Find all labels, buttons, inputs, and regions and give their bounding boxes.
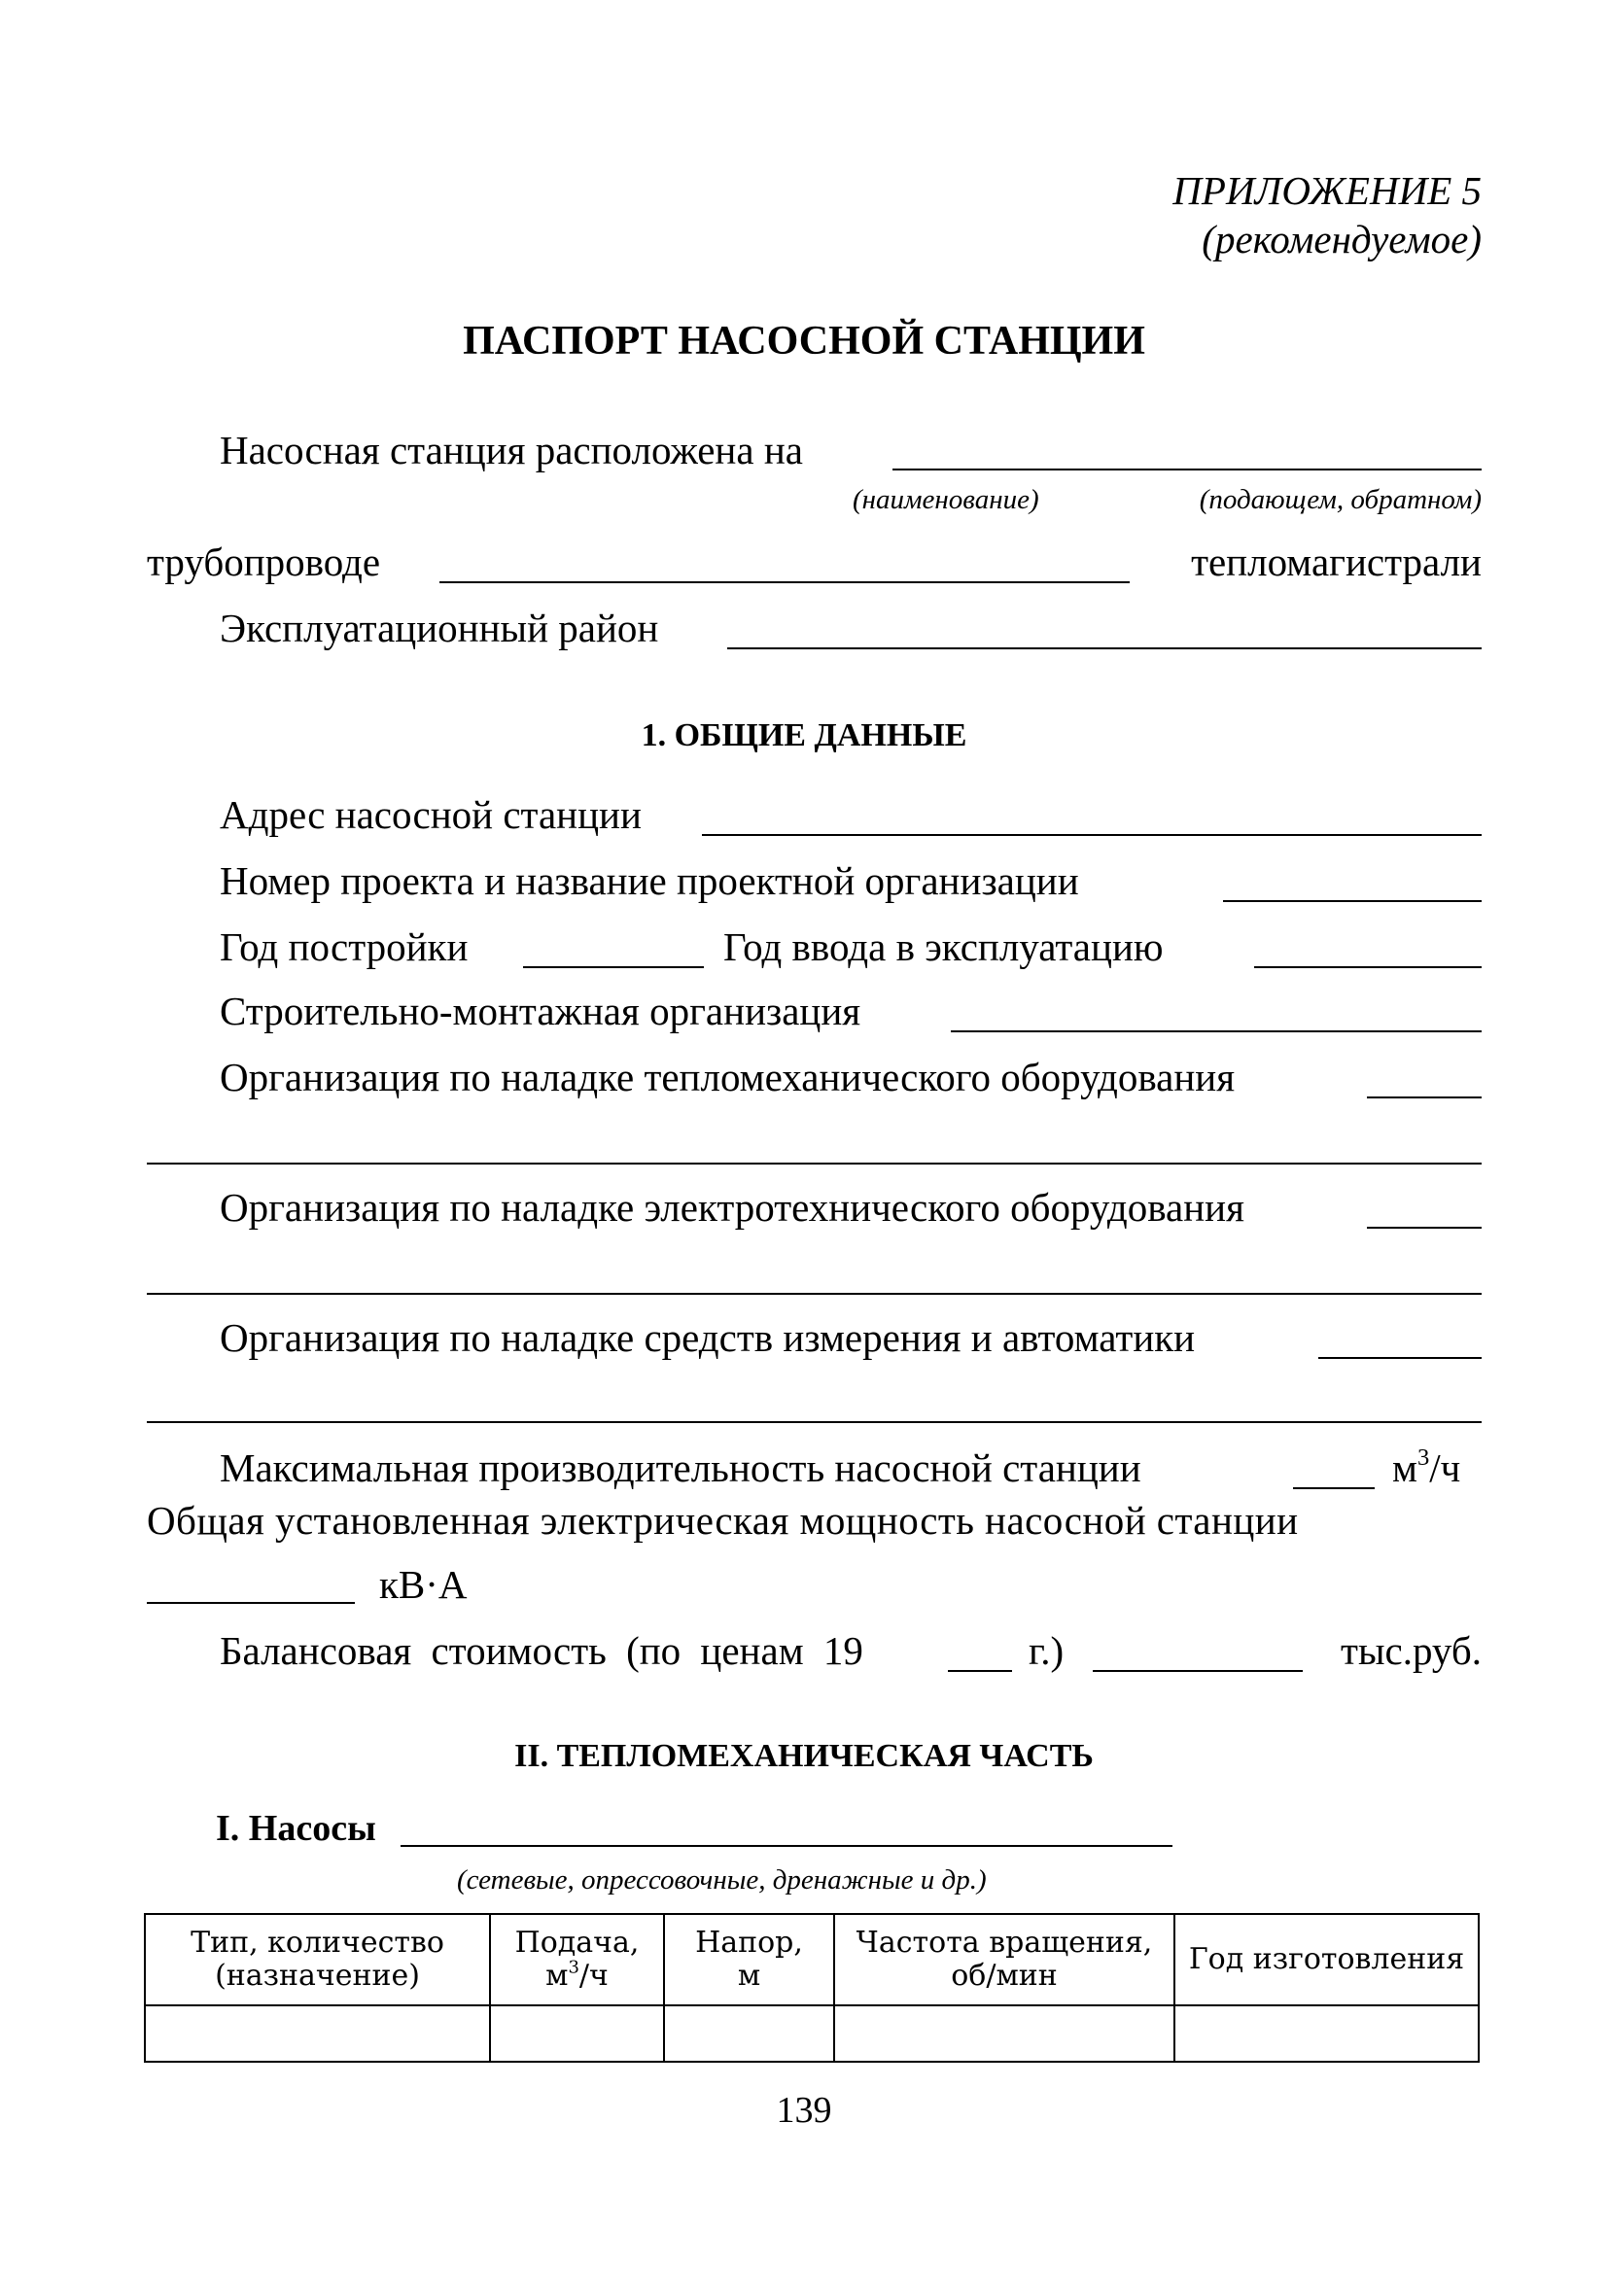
commission-year-blank[interactable] <box>1254 966 1482 968</box>
section2-heading: II. ТЕПЛОМЕХАНИЧЕСКАЯ ЧАСТЬ <box>514 1738 1094 1774</box>
max-capacity-unit: $м^3/ч$ <box>1392 1444 1461 1490</box>
district-blank[interactable] <box>727 647 1482 649</box>
cell-type[interactable] <box>145 2005 490 2062</box>
page-number: 139 <box>776 2090 832 2131</box>
instr-org-blank[interactable] <box>1318 1357 1482 1359</box>
thermo-org-blank-line2[interactable] <box>147 1163 1482 1165</box>
pumps-table-header <box>145 1914 1479 2005</box>
power-blank[interactable] <box>147 1602 355 1604</box>
col-flow: Подача, $м^3/ч$ <box>490 1914 664 2005</box>
col-speed: Частота вращения, об/мин <box>834 1914 1174 2005</box>
balance-label: Балансовая стоимость (по ценам 19 <box>220 1628 863 1673</box>
thermo-org-label: Организация по наладке тепломеханического оборудования <box>220 1055 1236 1099</box>
pipeline-blank[interactable] <box>439 581 1130 583</box>
electro-org-blank[interactable] <box>1367 1227 1482 1229</box>
instr-org-blank-line2[interactable] <box>147 1421 1482 1423</box>
electro-org-label: Организация по наладке электротехнического оборудования <box>220 1185 1244 1230</box>
cell-flow[interactable] <box>490 2005 664 2062</box>
max-capacity-label: Максимальная производительность насосной станции <box>220 1445 1141 1490</box>
build-year-label: Год постройки <box>220 924 469 969</box>
electro-org-blank-line2[interactable] <box>147 1293 1482 1295</box>
document-title: ПАСПОРТ НАСОСНОЙ СТАНЦИИ <box>463 319 1145 364</box>
location-blank[interactable] <box>892 469 1482 470</box>
hint-pipe: (подающем, обратном) <box>1199 484 1482 515</box>
section1-heading: 1. ОБЩИЕ ДАННЫЕ <box>641 717 967 753</box>
address-label: Адрес насосной станции <box>220 792 642 837</box>
appendix-title: ПРИЛОЖЕНИЕ 5 <box>1172 168 1482 213</box>
pumps-table <box>144 1913 1480 2063</box>
col-head: Напор, м <box>664 1914 834 2005</box>
balance-year-blank[interactable] <box>948 1670 1012 1672</box>
col-type: Тип, количество (назначение) <box>145 1914 490 2005</box>
cell-speed[interactable] <box>834 2005 1174 2062</box>
construction-org-label: Строительно-монтажная организация <box>220 989 861 1033</box>
power-unit: кВ·А <box>379 1562 468 1607</box>
hint-name: (наименование) <box>853 484 1039 515</box>
pumps-hint: (сетевые, опрессовочные, дренажные и др.) <box>457 1864 987 1896</box>
power-label: Общая установленная электрическая мощность насосной станции <box>147 1498 1299 1543</box>
construction-org-blank[interactable] <box>951 1030 1482 1032</box>
build-year-blank[interactable] <box>523 966 704 968</box>
balance-unit: тыс.руб. <box>1341 1628 1482 1673</box>
thermo-org-blank[interactable] <box>1367 1096 1482 1098</box>
location-label: Насосная станция расположена на <box>220 428 803 472</box>
pumps-label: I. Насосы <box>216 1808 376 1849</box>
commission-year-label: Год ввода в эксплуатацию <box>723 924 1164 969</box>
cell-year[interactable] <box>1174 2005 1479 2062</box>
main-label: тепломагистрали <box>1191 539 1482 584</box>
col-year: Год изготовления <box>1174 1914 1479 2005</box>
balance-mid: г.) <box>1029 1628 1065 1673</box>
cell-head[interactable] <box>664 2005 834 2062</box>
project-blank[interactable] <box>1223 900 1482 902</box>
address-blank[interactable] <box>702 834 1482 836</box>
project-label: Номер проекта и название проектной организации <box>220 858 1079 903</box>
pumps-blank[interactable] <box>401 1845 1172 1847</box>
pipeline-label: трубопроводе <box>147 539 381 584</box>
table-row <box>145 2005 1479 2062</box>
balance-value-blank[interactable] <box>1093 1670 1303 1672</box>
district-label: Эксплуатационный район <box>220 606 659 650</box>
appendix-subtitle: (рекомендуемое) <box>1202 217 1482 261</box>
instr-org-label: Организация по наладке средств измерения и автоматики <box>220 1315 1196 1360</box>
max-capacity-blank[interactable] <box>1293 1487 1375 1489</box>
